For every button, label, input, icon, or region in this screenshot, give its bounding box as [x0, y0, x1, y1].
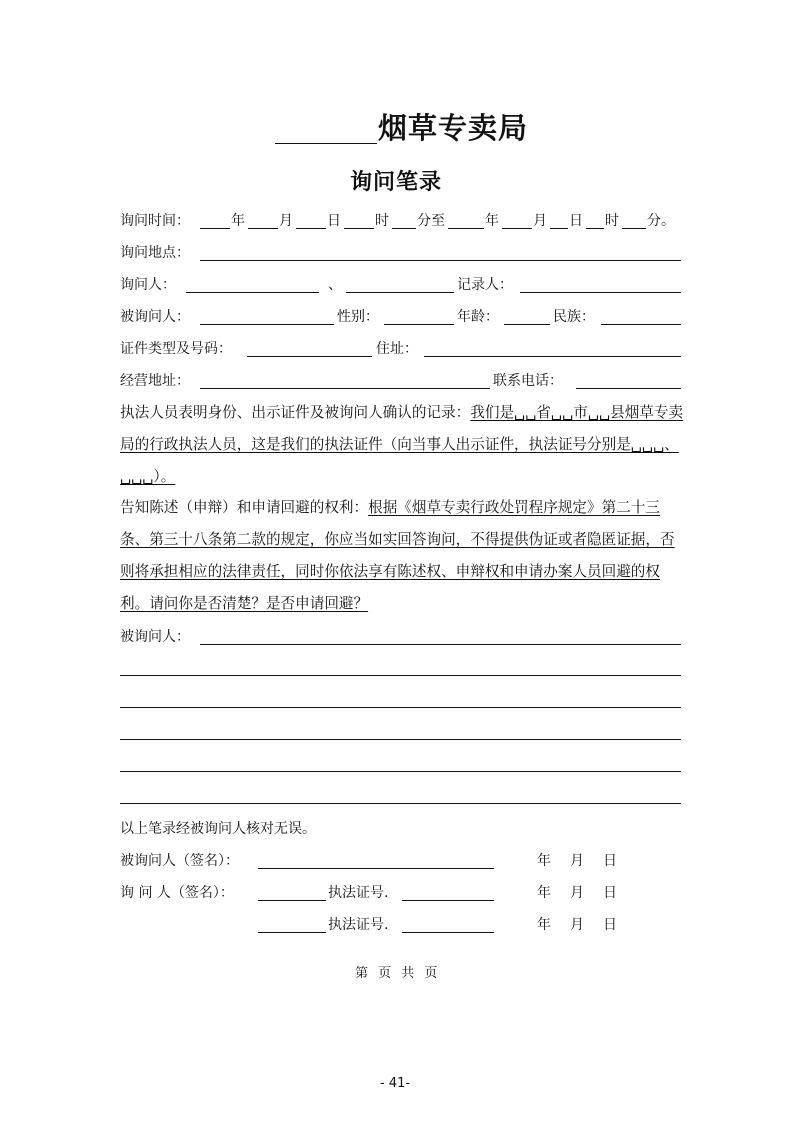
- gender-blank[interactable]: [384, 324, 454, 325]
- verification-statement: 以上笔录经被询问人核对无误。: [120, 821, 316, 837]
- phone-label: 联系电话：: [493, 373, 563, 389]
- interviewee-label: 被询问人：: [120, 309, 190, 325]
- answer-line[interactable]: [120, 771, 681, 772]
- business-row: [120, 369, 682, 393]
- year-label: 年: [485, 213, 499, 229]
- id-number-blank[interactable]: [247, 356, 372, 357]
- interviewee-signature-blank[interactable]: [258, 868, 494, 869]
- separator: 、: [328, 277, 342, 293]
- inquiry-time-label: 询问时间：: [120, 213, 190, 229]
- cert-number-2-blank[interactable]: [402, 932, 494, 933]
- inquiry-place-blank[interactable]: [200, 260, 681, 261]
- sign-month-label: 月: [570, 917, 584, 933]
- answer-row: [120, 625, 682, 649]
- sign-year-label: 年: [537, 853, 551, 869]
- page-count-text: 第 页 共 页: [355, 966, 438, 981]
- age-label: 年龄：: [457, 309, 499, 325]
- end-month-blank[interactable]: [502, 228, 532, 229]
- recorder-blank[interactable]: [520, 292, 681, 293]
- age-blank[interactable]: [504, 324, 550, 325]
- interviewee-signature-label: 被询问人（签名）：: [120, 853, 239, 869]
- start-minute-blank[interactable]: [392, 228, 416, 229]
- identity-record-text: 我们是␣␣省␣␣市␣␣县烟草专卖局的行政执法人员，这是我们的执法证件（向当事人出示证件，执法证号分别是␣␣␣、␣␣␣）。: [120, 404, 684, 485]
- address-label: 住址：: [376, 341, 418, 357]
- cert-number-1-blank[interactable]: [402, 900, 494, 901]
- answer-line[interactable]: [120, 675, 681, 676]
- verification-row: [120, 817, 420, 841]
- ethnicity-blank[interactable]: [601, 324, 681, 325]
- hour-label: 时: [605, 213, 619, 229]
- sign-year-label: 年: [537, 917, 551, 933]
- answer-line[interactable]: [120, 803, 681, 804]
- end-hour-blank[interactable]: [586, 228, 604, 229]
- page-title: 烟草专卖局: [378, 111, 529, 145]
- interviewer-label: 询问人：: [120, 277, 176, 293]
- business-address-label: 经营地址：: [120, 373, 190, 389]
- start-year-blank[interactable]: [200, 228, 230, 229]
- sign-year-label: 年: [537, 885, 551, 901]
- sign-day-label: 日: [603, 853, 617, 869]
- day-label: 日: [569, 213, 583, 229]
- end-day-blank[interactable]: [550, 228, 568, 229]
- cert-number-label: 执法证号.: [328, 917, 389, 933]
- recorder-label: 记录人：: [457, 277, 513, 293]
- id-address-row: [120, 337, 682, 361]
- rights-notice-paragraph: [120, 492, 686, 620]
- sign-month-label: 月: [570, 853, 584, 869]
- day-label: 日: [327, 213, 341, 229]
- interviewer-2-blank[interactable]: [346, 292, 454, 293]
- inquiry-place-label: 询问地点：: [120, 245, 190, 261]
- minute-end-label: 分。: [647, 213, 675, 229]
- interviewee-row: [120, 305, 682, 329]
- hour-label: 时: [375, 213, 389, 229]
- interviewer-2-signature-row: [120, 913, 620, 937]
- interviewer-1-signature-blank[interactable]: [258, 900, 326, 901]
- inquiry-time-row: [120, 209, 690, 233]
- page-number: - 41-: [380, 1076, 411, 1091]
- business-address-blank[interactable]: [200, 388, 490, 389]
- month-label: 月: [279, 213, 293, 229]
- interviewer-signature-row: [120, 881, 620, 905]
- start-month-blank[interactable]: [248, 228, 278, 229]
- interviewer-row: [120, 273, 682, 297]
- agency-name-blank[interactable]: [275, 143, 377, 144]
- end-minute-blank[interactable]: [622, 228, 646, 229]
- phone-blank[interactable]: [576, 388, 681, 389]
- answer-label: 被询问人：: [120, 629, 190, 645]
- id-label: 证件类型及号码：: [120, 341, 232, 357]
- interviewer-2-signature-blank[interactable]: [258, 932, 326, 933]
- interviewee-signature-row: [120, 849, 620, 873]
- start-hour-blank[interactable]: [344, 228, 374, 229]
- address-blank[interactable]: [424, 356, 681, 357]
- answer-line[interactable]: [120, 739, 681, 740]
- answer-line[interactable]: [200, 644, 681, 645]
- gender-label: 性别：: [337, 309, 379, 325]
- start-day-blank[interactable]: [296, 228, 326, 229]
- interviewer-1-blank[interactable]: [186, 292, 319, 293]
- sign-day-label: 日: [603, 917, 617, 933]
- month-label: 月: [533, 213, 547, 229]
- rights-notice-label: 告知陈述（申辩）和申请回避的权利：: [120, 499, 369, 516]
- cert-number-label: 执法证号.: [328, 885, 389, 901]
- identity-record-paragraph: [120, 397, 686, 493]
- rights-notice-text: 根据《烟草专卖行政处罚程序规定》第二十三条、第三十八条第二款的规定，你应当如实回答询问，不得提供伪证或者隐匿证据，否则将承担相应的法律责任，同时你依法享有陈述权、申辩权和申请办案人员回避的权利。请问你是否清楚？是否申请回避？: [120, 499, 675, 612]
- page-subtitle: 询问笔录: [350, 170, 443, 195]
- end-year-blank[interactable]: [448, 228, 484, 229]
- inquiry-place-row: [120, 241, 682, 265]
- sign-day-label: 日: [603, 885, 617, 901]
- minute-to-label: 分至: [417, 213, 445, 229]
- sign-month-label: 月: [570, 885, 584, 901]
- ethnicity-label: 民族：: [553, 309, 595, 325]
- year-label: 年: [231, 213, 245, 229]
- answer-line[interactable]: [120, 707, 681, 708]
- interviewer-signature-label: 询 问 人（签名）：: [120, 885, 234, 901]
- interviewee-name-blank[interactable]: [200, 324, 334, 325]
- identity-record-label: 执法人员表明身份、出示证件及被询问人确认的记录：: [120, 404, 471, 421]
